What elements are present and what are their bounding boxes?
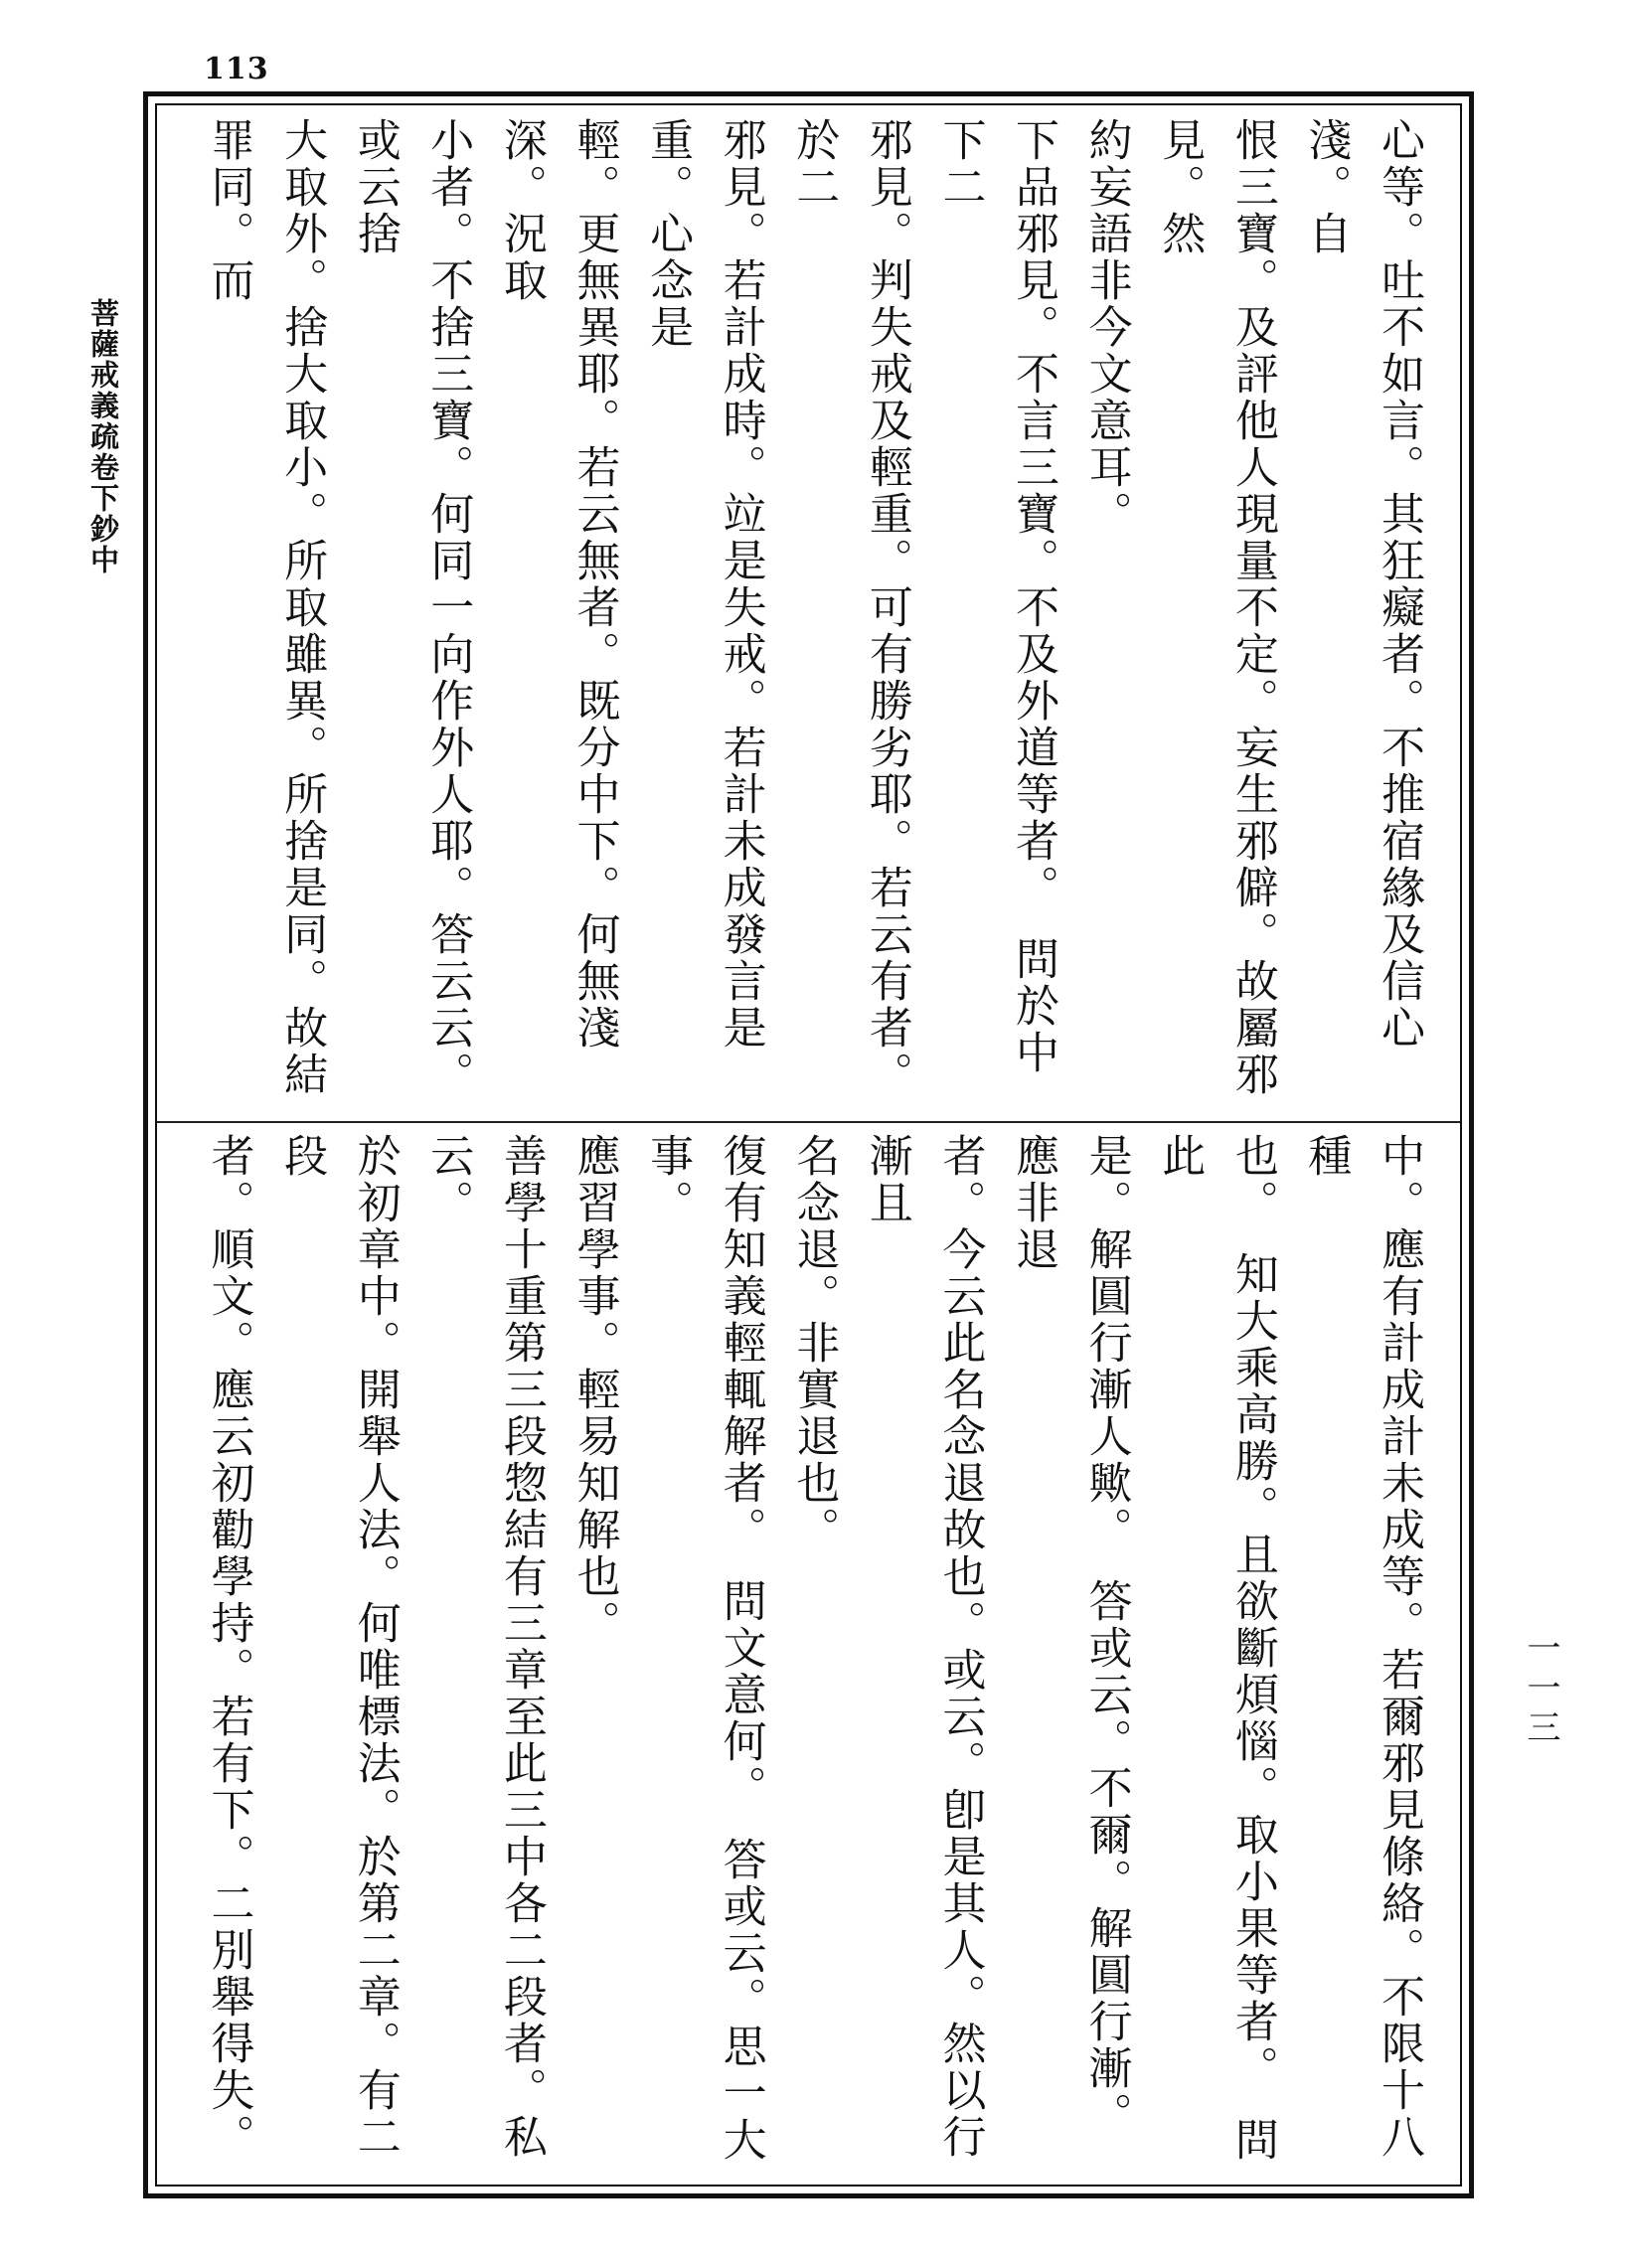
text-column: 也。 知大乘高勝。且欲斷煩惱。取小果等者。 問此 [1154, 1133, 1278, 2164]
text-column: 名念退。非實退也。 [788, 1133, 840, 1553]
text-column: 應習學事。輕易知解也。 [569, 1133, 620, 1647]
text-column: 者。順文。應云初勸學持。若有下。二別舉得失。 [203, 1133, 254, 2161]
text-column: 善學十重第三段惣結有三章至此三中各二段者。私云。 [422, 1133, 547, 2161]
section-divider [157, 1121, 1460, 1123]
text-column: 復有知義輕輒解者。 問文意何。 答或云。思一大事。 [642, 1133, 766, 2164]
text-column: 邪見。若計成時。竝是失戒。若計未成發言是重。心念是 [642, 117, 766, 1052]
text-column: 於初章中。開舉人法。何唯標法。於第二章。有二段 [276, 1133, 401, 2161]
upper-text-block [187, 117, 1435, 1111]
text-column: 小者。不捨三寶。何同一向作外人耶。答云云。或云捨 [349, 117, 474, 1098]
text-column [187, 117, 192, 1111]
text-column: 中。應有計成計未成等。若爾邪見條絡。不限十八種 [1300, 1133, 1424, 2161]
text-column: 恨三寶。及評他人現量不定。妄生邪僻。故屬邪見。然 [1154, 117, 1278, 1098]
text-column: 大取外。捨大取小。所取雖異。所捨是同。故結罪同。而 [203, 117, 328, 1098]
text-column: 者。今云此名念退故也。或云。卽是其人。然以行漸且 [861, 1133, 986, 2161]
margin-title: 菩薩戒義疏卷下鈔中 [86, 298, 120, 575]
text-column: 邪見。判失戒及輕重。可有勝劣耶。若云有者。於二 [788, 117, 912, 1098]
margin-folio-number: 一一三 [1521, 1630, 1560, 1749]
text-column: 輕。更無異耶。若云無者。既分中下。何無淺深。況取 [495, 117, 620, 1052]
text-column: 心等。吐不如言。其狂癡者。不推宿緣及信心淺。自 [1300, 117, 1424, 1052]
lower-text-block [187, 1133, 1435, 2175]
text-column: 是。解圓行漸人歟。 答或云。不爾。解圓行漸。應非退 [1008, 1133, 1132, 2139]
text-column: 約妄語非今文意耳。 [1080, 117, 1132, 538]
page-number: 113 [204, 52, 269, 86]
text-column: 下品邪見。不言三寶。不及外道等者。 問於中下二 [934, 117, 1059, 1076]
